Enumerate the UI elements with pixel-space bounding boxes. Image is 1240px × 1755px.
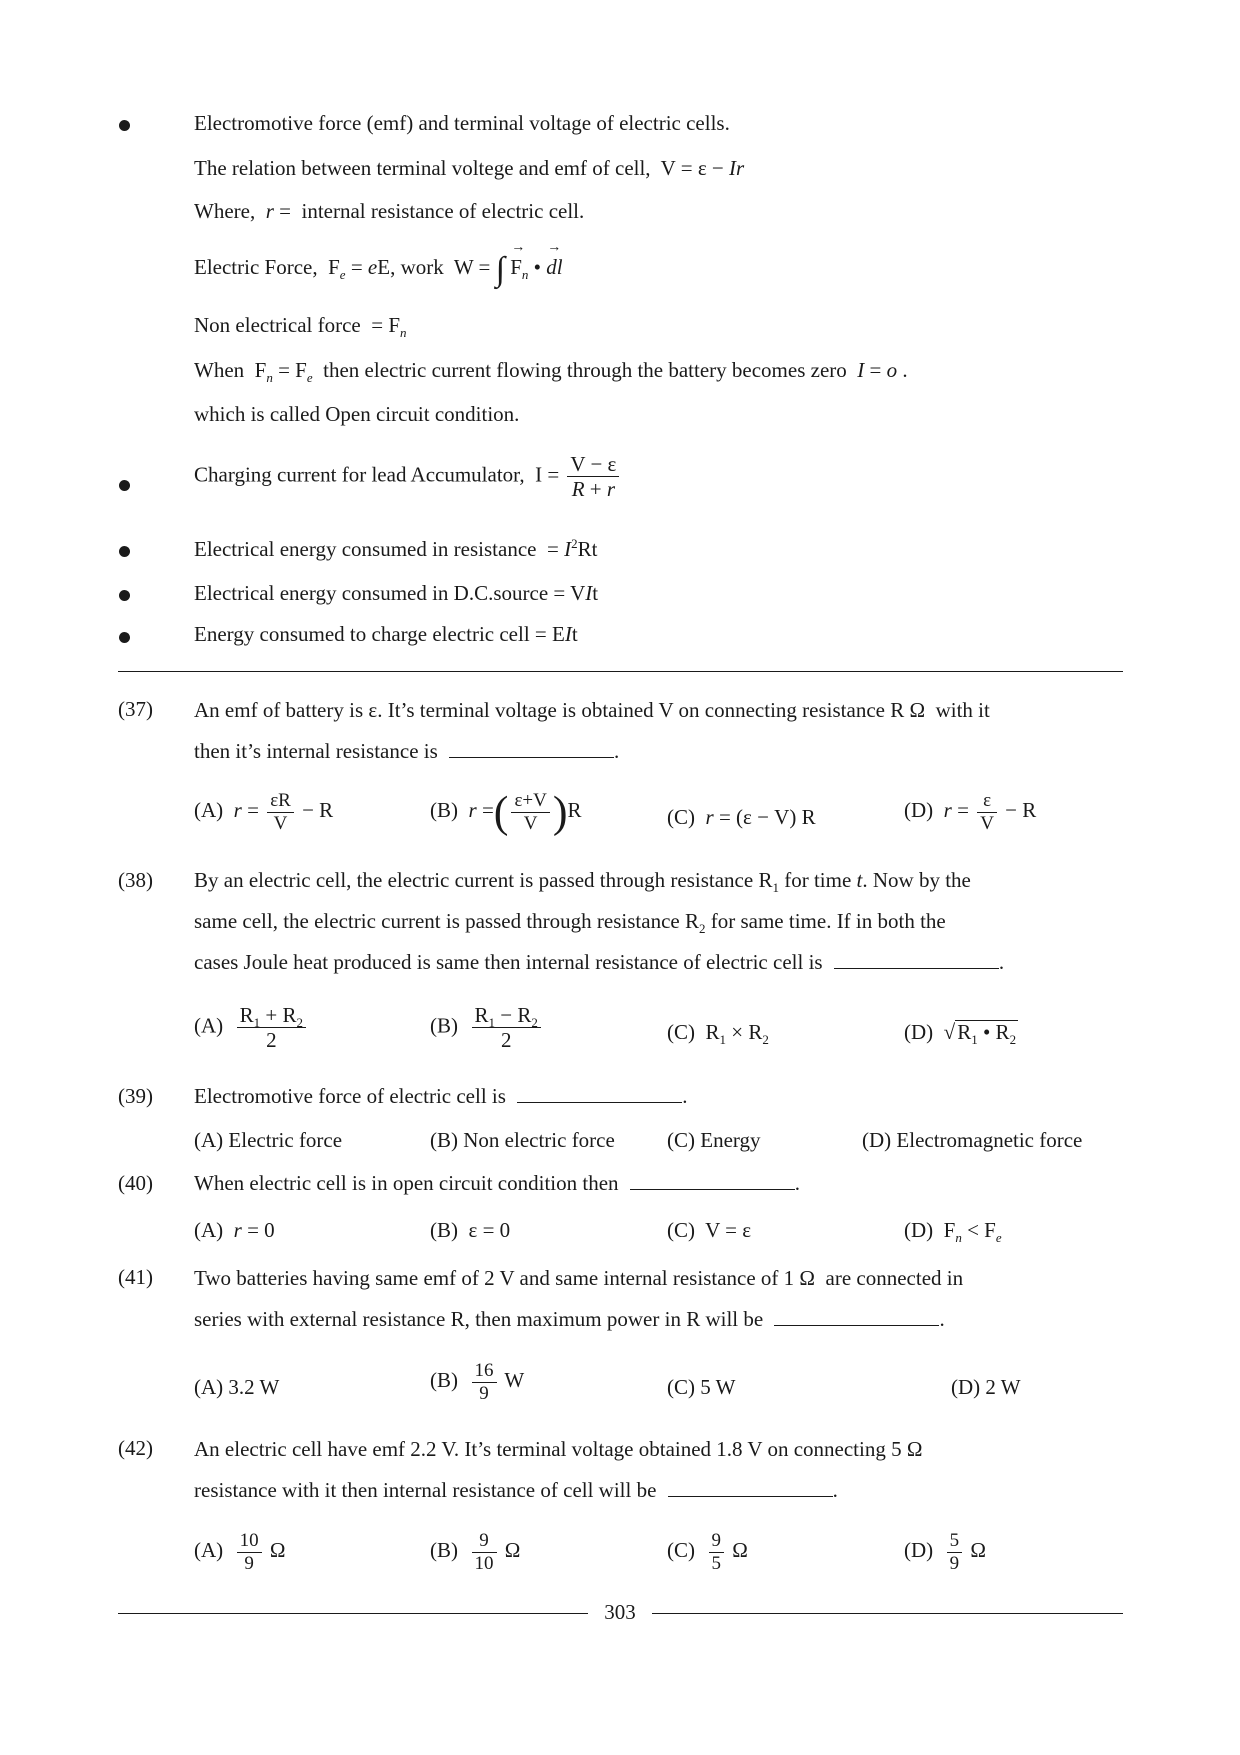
option-a[interactable]: (A) r = 0 xyxy=(194,1218,275,1242)
answer-blank[interactable] xyxy=(668,1496,833,1497)
option-c[interactable]: (C) $\frac{9}{5}$ Ω xyxy=(667,1530,748,1574)
option-b[interactable]: (B) Non electric force xyxy=(430,1128,615,1152)
footer-rule-left xyxy=(118,1613,588,1614)
option-a[interactable]: (A) r = $\frac{\varepsilon R}{V}$ − R xyxy=(194,790,334,834)
option-a[interactable]: (A) $\frac{R_1 + R_2}{2}$ xyxy=(194,1003,309,1052)
option-c[interactable]: (C) 5 W xyxy=(667,1375,736,1399)
answer-blank[interactable] xyxy=(774,1325,939,1326)
option-d[interactable]: (D) $F_n < F_e$ xyxy=(904,1218,1002,1245)
note-relation: The relation between terminal voltege and emf of cell, V = ε − Ir xyxy=(194,156,745,180)
option-b[interactable]: (B) $\frac{R_1 - R_2}{2}$ xyxy=(430,1003,544,1052)
option-d[interactable]: (D) Electromagnetic force xyxy=(862,1128,1083,1152)
question-text: Two batteries having same emf of 2 V and same internal resistance of 1 Ω are connected in series with external resistance R, then maximum power in R will be . xyxy=(194,1266,964,1331)
option-d[interactable]: (D) $√R_1$ • $R_2$ xyxy=(904,1020,1017,1047)
question-number: (42) xyxy=(118,1436,153,1460)
option-d[interactable]: (D) r = $\frac{\varepsilon}{V}$ − R xyxy=(904,790,1037,834)
bullet-icon xyxy=(119,546,130,557)
note-non-electrical: Non electrical force = $F_n$ xyxy=(194,313,407,340)
answer-blank[interactable] xyxy=(834,968,999,969)
option-c[interactable]: (C) r = (ε − V) R xyxy=(667,805,816,829)
section-divider xyxy=(118,671,1123,672)
option-c[interactable]: (C) V = ε xyxy=(667,1218,752,1242)
bullet-icon xyxy=(119,480,130,491)
option-c[interactable]: (C) Energy xyxy=(667,1128,761,1152)
question-text: When electric cell is in open circuit condition then . xyxy=(194,1171,801,1195)
option-b[interactable]: (B) r =( $\frac{\varepsilon+V}{V}$ )R xyxy=(430,787,582,837)
option-d[interactable]: (D) $\frac{5}{9}$ Ω xyxy=(904,1530,987,1574)
option-b[interactable]: (B) ε = 0 xyxy=(430,1218,511,1242)
option-d[interactable]: (D) 2 W xyxy=(951,1375,1021,1399)
page-number: 303 xyxy=(604,1600,636,1624)
option-a[interactable]: (A) $\frac{10}{9}$ Ω xyxy=(194,1530,286,1574)
note-energy-charge: Energy consumed to charge electric cell = EIt xyxy=(194,622,578,646)
answer-blank[interactable] xyxy=(449,757,614,758)
bullet-icon xyxy=(119,590,130,601)
option-c[interactable]: (C) $R_1 \times R_2$ xyxy=(667,1020,769,1047)
note-open-circuit: which is called Open circuit condition. xyxy=(194,402,520,426)
question-number: (40) xyxy=(118,1171,153,1195)
note-electric-force: Electric Force, $F_e$ = eE, work W = ∫ → $F_n$ • → dl xyxy=(194,255,563,280)
answer-blank[interactable] xyxy=(630,1189,795,1190)
note-emf-title: Electromotive force (emf) and terminal voltage of electric cells. xyxy=(194,111,730,135)
note-charging-current: Charging current for lead Accumulator, I = $\frac{V - \varepsilon}{R + r}$ xyxy=(194,452,622,501)
answer-blank[interactable] xyxy=(517,1102,682,1103)
note-energy-resistance: Electrical energy consumed in resistance = $I^2Rt$ xyxy=(194,536,598,561)
note-where: Where, r = internal resistance of electric cell. xyxy=(194,199,585,223)
option-a[interactable]: (A) 3.2 W xyxy=(194,1375,280,1399)
note-energy-dc: Electrical energy consumed in D.C.source = VIt xyxy=(194,581,599,605)
option-a[interactable]: (A) Electric force xyxy=(194,1128,343,1152)
bullet-icon xyxy=(119,632,130,643)
question-number: (41) xyxy=(118,1265,153,1289)
option-b[interactable]: (B) $\frac{9}{10}$ Ω xyxy=(430,1530,521,1574)
question-text: An emf of battery is ε. It’s terminal voltage is obtained V on connecting resistance R Ω with it then it’s internal resistance is . xyxy=(194,698,990,763)
question-number: (39) xyxy=(118,1084,153,1108)
question-number: (37) xyxy=(118,697,153,721)
note-when: When $F_n = F_e$ then electric current flowing through the battery becomes zero I = o . xyxy=(194,358,908,385)
question-text: Electromotive force of electric cell is . xyxy=(194,1084,688,1108)
question-text: An electric cell have emf 2.2 V. It’s terminal voltage obtained 1.8 V on connecting 5 Ω resistance with it then internal resistance of cell will be . xyxy=(194,1437,923,1502)
footer-rule-right xyxy=(652,1613,1123,1614)
question-text: By an electric cell, the electric current is passed through resistance $R_1$ for time t. Now by the same cell, the electric current is passed through resistance $R_2$ for same time. If in both the cases Joule heat produced is same then internal resistance of electric cell is . xyxy=(194,868,1005,974)
option-b[interactable]: (B) $\frac{16}{9}$ W xyxy=(430,1360,525,1404)
question-number: (38) xyxy=(118,868,153,892)
bullet-icon xyxy=(119,120,130,131)
